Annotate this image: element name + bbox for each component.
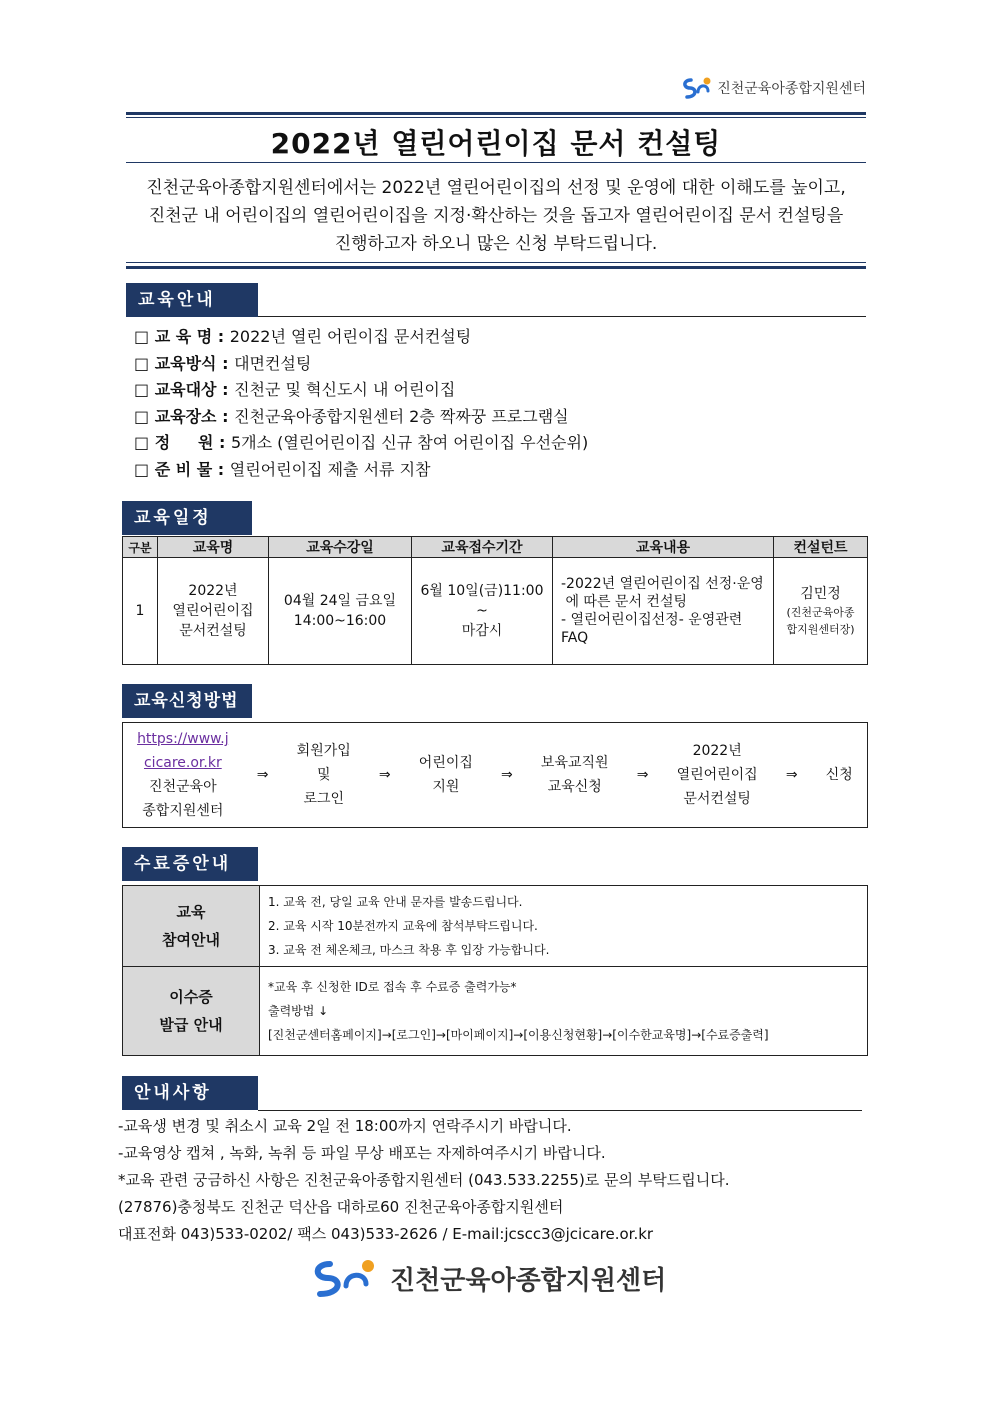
- flow-step: 신청: [825, 767, 853, 783]
- flow-step: 2022년 열린어린이집 문서컨설팅: [676, 743, 758, 807]
- notice-line: -교육생 변경 및 취소시 교육 2일 전 18:00까지 연락주시기 바랍니다.: [118, 1117, 572, 1135]
- info-value: 진천군 및 혁신도시 내 어린이집: [234, 380, 456, 399]
- issue-line: *교육 후 신청한 ID로 접속 후 수료증 출력가능*: [268, 980, 517, 994]
- intro-line: 진천군 내 어린이집의 열린어린이집을 지정·확산하는 것을 돕고자 열린어린이집 문서 컨설팅을: [148, 206, 844, 226]
- intro-line: 진천군육아종합지원센터에서는 2022년 열린어린이집의 선정 및 운영에 대한 이해도를 높이고,: [146, 178, 846, 198]
- section-notice: 안내사항: [122, 1076, 258, 1110]
- footer-logo-text: 진천군육아종합지원센터: [390, 1265, 667, 1296]
- flow-site: [137, 727, 229, 823]
- col-header: 컨설턴트: [774, 537, 868, 558]
- flow-arrow: ⇒: [636, 767, 649, 783]
- section-underline: [258, 1110, 862, 1111]
- info-value: 진천군육아종합지원센터 2층 짝짜꿍 프로그램실: [234, 406, 569, 426]
- info-value: 대면컨설팅: [234, 353, 312, 373]
- cell-period: 6월 10일(금)11:00 ~ 마감시: [412, 558, 553, 665]
- col-header: 구분: [123, 537, 158, 558]
- info-value: 열린어린이집 제출 서류 지참: [229, 459, 431, 479]
- title-rule-bottom: [126, 162, 866, 163]
- flow-arrow: ⇒: [501, 767, 513, 783]
- consultant-title: (진천군육아종 합지원센터장): [786, 606, 855, 636]
- site-name: 진천군육아 종합지원센터: [142, 779, 224, 819]
- participation-line: 3. 교육 전 체온체크, 마스크 착용 후 입장 가능합니다.: [268, 943, 550, 957]
- table-row: [123, 886, 868, 967]
- site-link[interactable]: cicare.or.kr: [143, 755, 222, 771]
- table-row: [123, 558, 868, 665]
- title-rule-top-thin: [126, 117, 866, 118]
- center-logo-icon: [681, 76, 713, 100]
- cell-content: -2022년 열린어린이집 선정·운영 에 따른 문서 컨설팅 - 열린어린이집선정- 운영관련 FAQ: [553, 558, 774, 665]
- info-item: [134, 404, 588, 431]
- intro-rule-thick: [126, 266, 866, 269]
- info-value: 5개소 (열린어린이집 신규 참여 어린이집 우선순위): [231, 433, 589, 452]
- participation-head: 교육 참여안내: [123, 886, 260, 967]
- page-title: 2022년 열린어린이집 문서 컨설팅: [270, 127, 722, 160]
- issue-line: [진천군센터홈페이지]→[로그인]→[마이페이지]→[이용신청현황]→[이수한교육명]→[수료증출력]: [268, 1028, 769, 1042]
- notice-line: (27876)충청북도 진천군 덕산읍 대하로60 진천군육아종합지원센터: [118, 1198, 564, 1216]
- schedule-table: [122, 536, 868, 665]
- issue-head: 이수증 발급 안내: [123, 967, 260, 1056]
- notice-line: -교육영상 캡쳐 , 녹화, 녹취 등 파일 무상 배포는 자제하여주시기 바랍니다.: [118, 1144, 606, 1162]
- flow-step: 보육교직원 교육신청: [540, 755, 609, 795]
- cell-name: 2022년 열린어린이집 문서컨설팅: [158, 558, 269, 665]
- center-logo-icon: [308, 1258, 384, 1298]
- notice-line: 대표전화 043)533-0202/ 팩스 043)533-2626 / E-mail:jcscc3@jcicare.or.kr: [118, 1225, 654, 1243]
- flow-step: 회원가입 및 로그인: [296, 743, 351, 807]
- col-header: 교육접수기간: [412, 537, 553, 558]
- info-item: [134, 377, 588, 404]
- apply-flow: [122, 722, 868, 828]
- section-certificate: 수료증안내: [122, 847, 258, 881]
- intro-rule-thin: [126, 262, 866, 263]
- col-header: 교육내용: [553, 537, 774, 558]
- notice-line: *교육 관련 궁금하신 사항은 진천군육아종합지원센터 (043.533.2255)로 문의 부탁드립니다.: [118, 1171, 730, 1189]
- info-item: [134, 351, 588, 378]
- footer-logo: [308, 1258, 666, 1298]
- notice-list: [118, 1113, 730, 1248]
- info-label: □ 교 육 명 :: [134, 327, 230, 346]
- info-item: [134, 430, 588, 457]
- info-label: □ 교육장소 :: [134, 406, 235, 426]
- edu-info-list: [134, 324, 588, 483]
- flow-step: 어린이집 지원: [418, 755, 473, 795]
- participation-body: [260, 886, 868, 967]
- section-edu-schedule: 교육일정: [122, 501, 252, 535]
- consultant-name: 김민정: [800, 586, 841, 602]
- cell-date: 04월 24일 금요일 14:00~16:00: [269, 558, 412, 665]
- info-item: [134, 457, 588, 484]
- col-header: 교육명: [158, 537, 269, 558]
- flow-arrow: ⇒: [378, 767, 391, 783]
- issue-body: [260, 967, 868, 1056]
- table-row: [123, 967, 868, 1056]
- section-apply-method: 교육신청방법: [122, 684, 252, 718]
- cell-no: 1: [123, 558, 158, 665]
- title-rule-top: [126, 112, 866, 115]
- certificate-table: [122, 885, 868, 1056]
- info-item: [134, 324, 588, 351]
- participation-line: 1. 교육 전, 당일 교육 안내 문자를 발송드립니다.: [268, 895, 523, 909]
- header-logo: [681, 76, 866, 100]
- info-label: □ 교육방식 :: [134, 353, 235, 373]
- header-logo-text: 진천군육아종합지원센터: [717, 81, 866, 97]
- section-edu-info: 교육안내: [126, 283, 258, 317]
- info-label: □ 정 원 :: [134, 433, 231, 452]
- info-label: □ 준 비 물 :: [134, 459, 230, 479]
- intro-paragraph: [126, 174, 866, 258]
- issue-line: 출력방법 ↓: [268, 1004, 329, 1018]
- participation-line: 2. 교육 시작 10분전까지 교육에 참석부탁드립니다.: [268, 919, 538, 933]
- site-link[interactable]: https://www.j: [137, 731, 229, 747]
- section-underline: [258, 316, 866, 317]
- info-value: 2022년 열린 어린이집 문서컨설팅: [229, 327, 472, 346]
- col-header: 교육수강일: [269, 537, 412, 558]
- flow-arrow: ⇒: [785, 767, 798, 783]
- flow-arrow: ⇒: [256, 767, 269, 783]
- table-header-row: [123, 537, 868, 558]
- intro-line: 진행하고자 하오니 많은 신청 부탁드립니다.: [334, 234, 658, 254]
- cell-consultant: [774, 558, 868, 665]
- info-label: □ 교육대상 :: [134, 380, 235, 399]
